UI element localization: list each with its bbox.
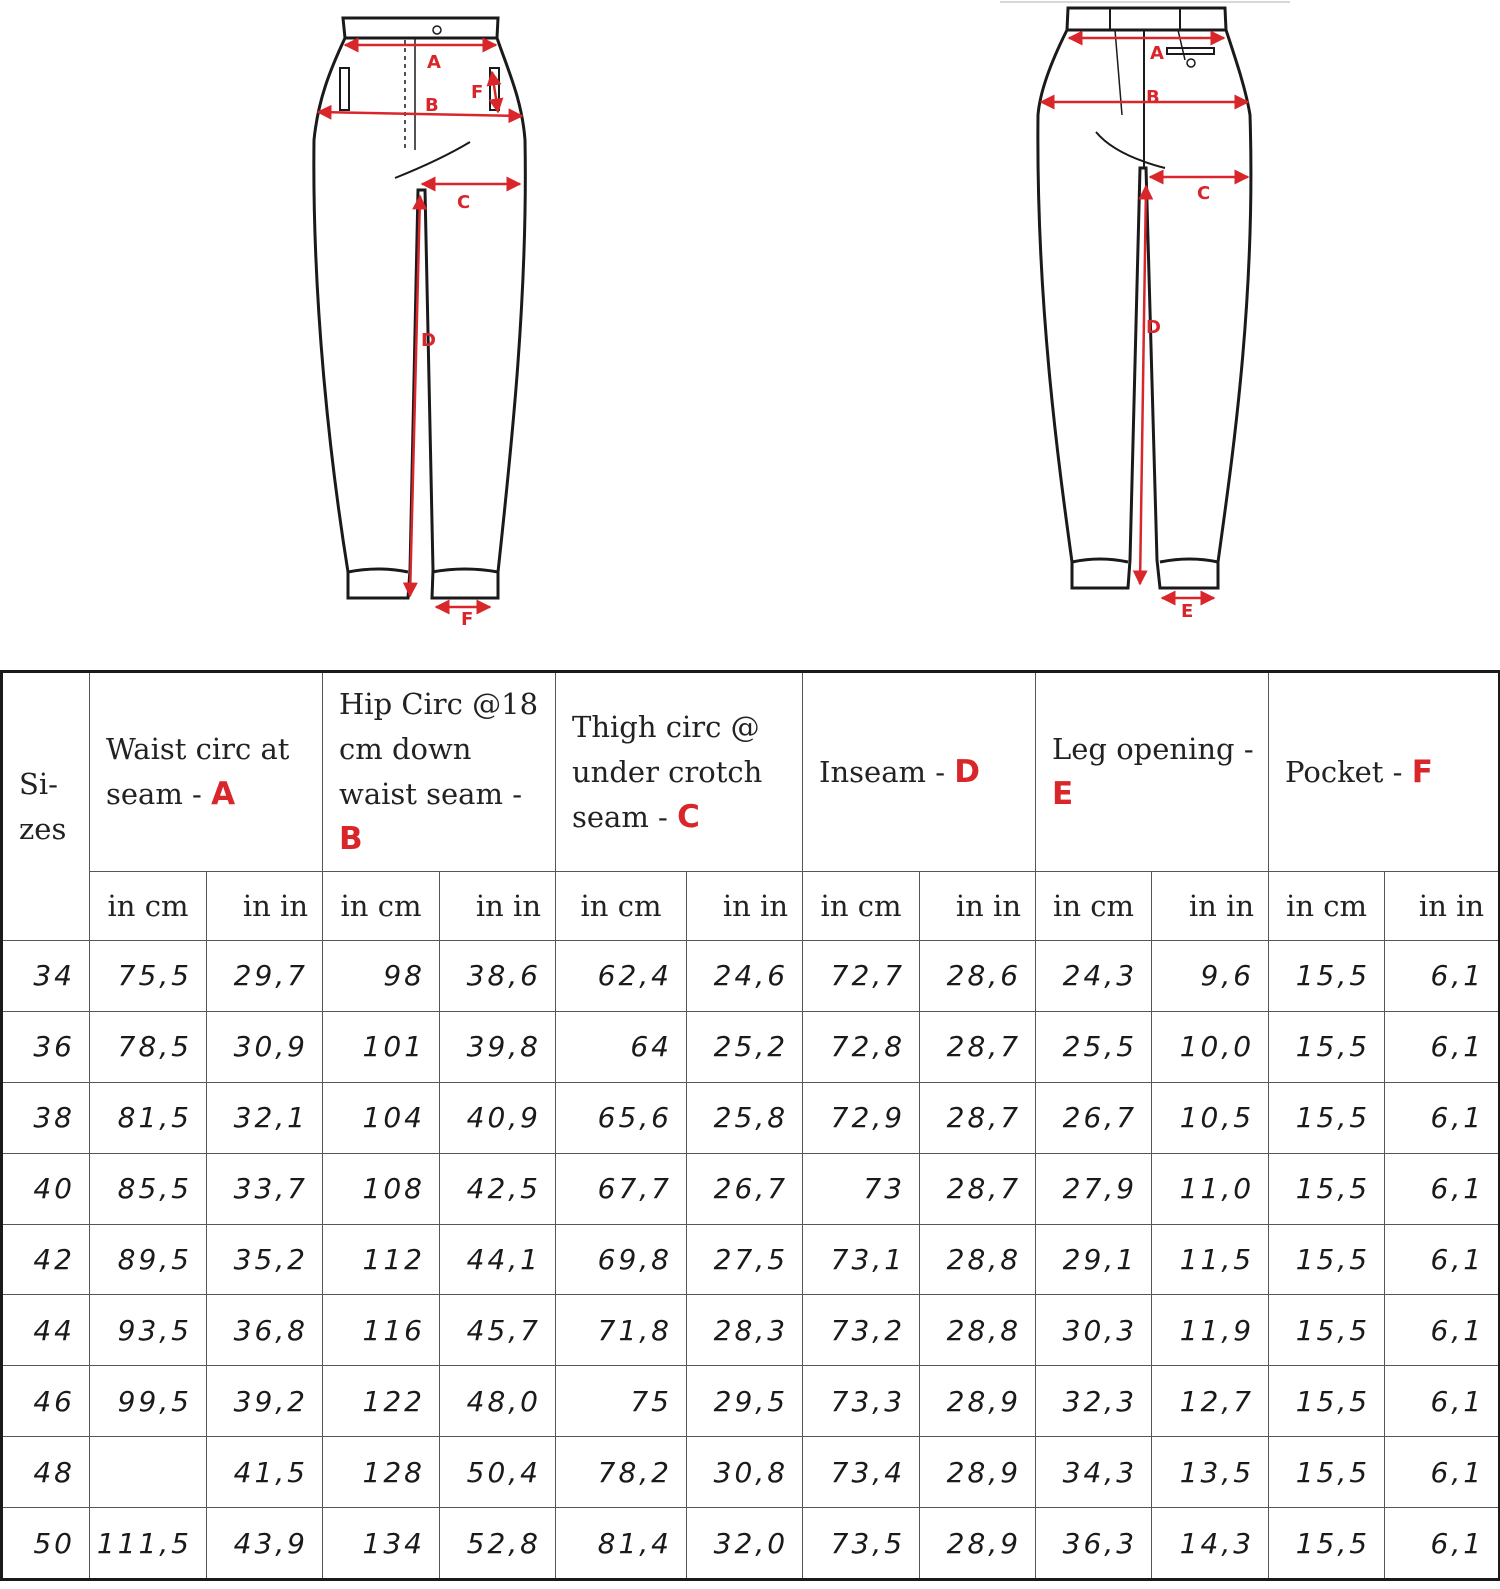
value-cell-cm: 72,9 xyxy=(803,1082,920,1153)
value-cell-in: 39,2 xyxy=(207,1366,323,1437)
value-cell-in: 44,1 xyxy=(440,1224,556,1295)
value-cell-in: 50,4 xyxy=(440,1437,556,1508)
unit-cm: in cm xyxy=(1036,872,1152,941)
value-cell-cm: 29,1 xyxy=(1036,1224,1152,1295)
value-cell-in: 6,1 xyxy=(1385,941,1500,1012)
value-cell-in: 9,6 xyxy=(1152,941,1269,1012)
table-row xyxy=(2,941,1500,1012)
size-cell: 34 xyxy=(2,941,90,1012)
back-label-c: C xyxy=(1197,183,1211,204)
size-cell: 50 xyxy=(2,1508,90,1580)
value-cell-in: 48,0 xyxy=(440,1366,556,1437)
value-cell-cm: 128 xyxy=(323,1437,440,1508)
value-cell-cm: 27,9 xyxy=(1036,1153,1152,1224)
column-letter: F xyxy=(1411,753,1433,790)
back-label-d: D xyxy=(1146,317,1161,338)
value-cell-cm: 73,4 xyxy=(803,1437,920,1508)
table-row xyxy=(2,1082,1500,1153)
value-cell-cm: 15,5 xyxy=(1269,1224,1385,1295)
value-cell-cm: 73,3 xyxy=(803,1366,920,1437)
unit-in: in in xyxy=(687,872,803,941)
value-cell-cm: 111,5 xyxy=(90,1508,207,1580)
value-cell-in: 11,5 xyxy=(1152,1224,1269,1295)
size-chart-table xyxy=(0,670,1500,1581)
value-cell-cm: 116 xyxy=(323,1295,440,1366)
value-cell-cm: 24,3 xyxy=(1036,941,1152,1012)
value-cell-in: 42,5 xyxy=(440,1153,556,1224)
unit-row xyxy=(2,872,1500,941)
value-cell-cm: 73,5 xyxy=(803,1508,920,1580)
column-header-thigh xyxy=(556,672,803,872)
value-cell-cm: 78,5 xyxy=(90,1011,207,1082)
table-body xyxy=(2,941,1500,1580)
value-cell-cm: 15,5 xyxy=(1269,941,1385,1012)
value-cell-cm: 89,5 xyxy=(90,1224,207,1295)
front-label-f-bottom: F xyxy=(461,609,474,630)
front-label-f: F xyxy=(471,82,484,103)
column-letter: E xyxy=(1052,776,1074,812)
unit-in: in in xyxy=(920,872,1036,941)
value-cell-cm: 134 xyxy=(323,1508,440,1580)
column-title: Inseam - xyxy=(819,754,945,789)
table-row xyxy=(2,1153,1500,1224)
size-cell: 36 xyxy=(2,1011,90,1082)
size-cell: 40 xyxy=(2,1153,90,1224)
value-cell-in: 14,3 xyxy=(1152,1508,1269,1580)
unit-in: in in xyxy=(440,872,556,941)
value-cell-in: 30,9 xyxy=(207,1011,323,1082)
value-cell-cm: 15,5 xyxy=(1269,1082,1385,1153)
sizes-header-text: Si- zes xyxy=(19,766,67,846)
column-letter: B xyxy=(339,821,363,857)
value-cell-in: 43,9 xyxy=(207,1508,323,1580)
value-cell-in: 33,7 xyxy=(207,1153,323,1224)
value-cell-in: 52,8 xyxy=(440,1508,556,1580)
value-cell-in: 28,9 xyxy=(920,1437,1036,1508)
back-label-a: A xyxy=(1150,43,1164,64)
value-cell-in: 25,8 xyxy=(687,1082,803,1153)
value-cell-in: 6,1 xyxy=(1385,1508,1500,1580)
value-cell-cm: 72,8 xyxy=(803,1011,920,1082)
value-cell-in: 36,8 xyxy=(207,1295,323,1366)
value-cell-in: 6,1 xyxy=(1385,1011,1500,1082)
column-header-hip xyxy=(323,672,556,872)
size-cell: 48 xyxy=(2,1437,90,1508)
front-label-b: B xyxy=(425,95,439,116)
value-cell-cm: 15,5 xyxy=(1269,1366,1385,1437)
value-cell-cm: 15,5 xyxy=(1269,1011,1385,1082)
value-cell-cm: 26,7 xyxy=(1036,1082,1152,1153)
value-cell-cm: 93,5 xyxy=(90,1295,207,1366)
back-label-e: E xyxy=(1181,601,1194,622)
value-cell-in: 11,0 xyxy=(1152,1153,1269,1224)
column-header-leg-opening xyxy=(1036,672,1269,872)
value-cell-in: 28,8 xyxy=(920,1295,1036,1366)
value-cell-cm: 36,3 xyxy=(1036,1508,1152,1580)
value-cell-cm: 75,5 xyxy=(90,941,207,1012)
value-cell-in: 35,2 xyxy=(207,1224,323,1295)
value-cell-cm: 64 xyxy=(556,1011,687,1082)
unit-cm: in cm xyxy=(556,872,687,941)
value-cell-cm: 85,5 xyxy=(90,1153,207,1224)
front-measure-labels xyxy=(421,52,483,630)
column-title: Pocket - xyxy=(1285,754,1403,789)
front-measure-lines xyxy=(318,45,522,607)
back-label-b: B xyxy=(1146,87,1160,108)
value-cell-in: 12,7 xyxy=(1152,1366,1269,1437)
value-cell-cm: 112 xyxy=(323,1224,440,1295)
value-cell-cm: 15,5 xyxy=(1269,1437,1385,1508)
table-row xyxy=(2,1508,1500,1580)
value-cell-cm: 15,5 xyxy=(1269,1508,1385,1580)
unit-in: in in xyxy=(1385,872,1500,941)
column-title: Hip Circ @18 cm down waist seam - xyxy=(339,687,539,811)
value-cell-cm: 73 xyxy=(803,1153,920,1224)
value-cell-cm: 73,1 xyxy=(803,1224,920,1295)
table-row xyxy=(2,1224,1500,1295)
value-cell-in: 29,5 xyxy=(687,1366,803,1437)
unit-cm: in cm xyxy=(803,872,920,941)
value-cell-in: 28,3 xyxy=(687,1295,803,1366)
value-cell-in: 26,7 xyxy=(687,1153,803,1224)
unit-cm: in cm xyxy=(323,872,440,941)
value-cell-cm: 81,4 xyxy=(556,1508,687,1580)
front-pants-drawing xyxy=(314,18,525,598)
column-header-pocket xyxy=(1269,672,1500,872)
column-letter: A xyxy=(211,776,236,812)
value-cell-cm: 75 xyxy=(556,1366,687,1437)
value-cell-in: 6,1 xyxy=(1385,1437,1500,1508)
sizes-header xyxy=(2,672,90,941)
value-cell-in: 28,7 xyxy=(920,1153,1036,1224)
value-cell-cm: 101 xyxy=(323,1011,440,1082)
value-cell-cm: 71,8 xyxy=(556,1295,687,1366)
value-cell-in: 6,1 xyxy=(1385,1082,1500,1153)
value-cell-in: 28,6 xyxy=(920,941,1036,1012)
value-cell-in: 11,9 xyxy=(1152,1295,1269,1366)
table-row xyxy=(2,1011,1500,1082)
value-cell-cm: 62,4 xyxy=(556,941,687,1012)
column-title: Waist circ at seam - xyxy=(106,732,290,811)
unit-in: in in xyxy=(1152,872,1269,941)
unit-cm: in cm xyxy=(90,872,207,941)
value-cell-in: 24,6 xyxy=(687,941,803,1012)
column-title: Thigh circ @ under crotch seam - xyxy=(572,709,763,834)
value-cell-in: 28,7 xyxy=(920,1011,1036,1082)
value-cell-cm: 15,5 xyxy=(1269,1295,1385,1366)
value-cell-in: 41,5 xyxy=(207,1437,323,1508)
front-label-a: A xyxy=(427,52,441,73)
value-cell-in: 6,1 xyxy=(1385,1366,1500,1437)
table-row xyxy=(2,1366,1500,1437)
column-header-waist xyxy=(90,672,323,872)
value-cell-in: 28,7 xyxy=(920,1082,1036,1153)
value-cell-in: 38,6 xyxy=(440,941,556,1012)
value-cell-cm: 72,7 xyxy=(803,941,920,1012)
value-cell-in: 25,2 xyxy=(687,1011,803,1082)
value-cell-in: 6,1 xyxy=(1385,1295,1500,1366)
value-cell-cm: 67,7 xyxy=(556,1153,687,1224)
value-cell-cm: 122 xyxy=(323,1366,440,1437)
size-cell: 38 xyxy=(2,1082,90,1153)
unit-in: in in xyxy=(207,872,323,941)
value-cell-in: 30,8 xyxy=(687,1437,803,1508)
value-cell-cm: 34,3 xyxy=(1036,1437,1152,1508)
column-title: Leg opening - xyxy=(1052,732,1254,766)
value-cell-in: 32,0 xyxy=(687,1508,803,1580)
value-cell-cm: 15,5 xyxy=(1269,1153,1385,1224)
value-cell-cm: 104 xyxy=(323,1082,440,1153)
table-row xyxy=(2,1295,1500,1366)
value-cell-in: 28,9 xyxy=(920,1508,1036,1580)
unit-cm: in cm xyxy=(1269,872,1385,941)
column-letter: C xyxy=(677,798,700,835)
size-cell: 42 xyxy=(2,1224,90,1295)
size-cell: 44 xyxy=(2,1295,90,1366)
value-cell-in: 39,8 xyxy=(440,1011,556,1082)
value-cell-in: 45,7 xyxy=(440,1295,556,1366)
value-cell-cm: 98 xyxy=(323,941,440,1012)
value-cell-cm: 69,8 xyxy=(556,1224,687,1295)
column-letter: D xyxy=(954,753,980,790)
value-cell-cm: 65,6 xyxy=(556,1082,687,1153)
value-cell-in: 29,7 xyxy=(207,941,323,1012)
value-cell-in: 27,5 xyxy=(687,1224,803,1295)
size-cell: 46 xyxy=(2,1366,90,1437)
column-header-inseam xyxy=(803,672,1036,872)
value-cell-in: 28,8 xyxy=(920,1224,1036,1295)
value-cell-cm xyxy=(90,1437,207,1508)
value-cell-cm: 81,5 xyxy=(90,1082,207,1153)
value-cell-in: 10,0 xyxy=(1152,1011,1269,1082)
value-cell-cm: 25,5 xyxy=(1036,1011,1152,1082)
value-cell-cm: 78,2 xyxy=(556,1437,687,1508)
front-label-d: D xyxy=(421,330,436,351)
value-cell-cm: 73,2 xyxy=(803,1295,920,1366)
value-cell-in: 6,1 xyxy=(1385,1153,1500,1224)
table-row xyxy=(2,1437,1500,1508)
value-cell-in: 10,5 xyxy=(1152,1082,1269,1153)
value-cell-in: 13,5 xyxy=(1152,1437,1269,1508)
value-cell-in: 6,1 xyxy=(1385,1224,1500,1295)
value-cell-in: 40,9 xyxy=(440,1082,556,1153)
value-cell-cm: 32,3 xyxy=(1036,1366,1152,1437)
value-cell-in: 32,1 xyxy=(207,1082,323,1153)
value-cell-in: 28,9 xyxy=(920,1366,1036,1437)
value-cell-cm: 30,3 xyxy=(1036,1295,1152,1366)
front-label-c: C xyxy=(457,192,471,213)
value-cell-cm: 108 xyxy=(323,1153,440,1224)
header-row xyxy=(2,672,1500,872)
pants-diagram xyxy=(0,0,1500,662)
value-cell-cm: 99,5 xyxy=(90,1366,207,1437)
